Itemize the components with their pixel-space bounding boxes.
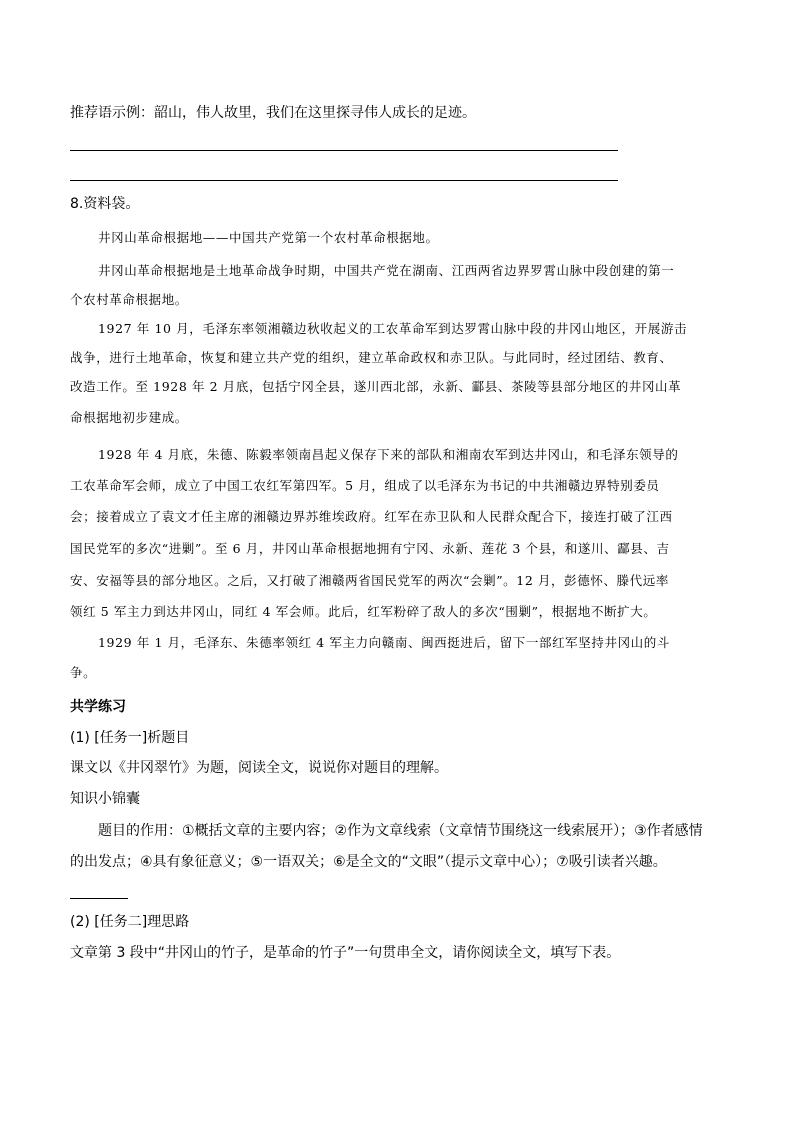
task1-title: (1) [任务一]析题目: [70, 730, 190, 746]
resource-paragraph-4-line-2: 争。: [70, 665, 97, 680]
resource-paragraph-2-line-3: 改造工作。至 1928 年 2 月底，包括宁冈全县，遂川西北部，永新、酃县、茶陵等县部分地区的井冈山革: [70, 379, 682, 394]
resource-paragraph-3-line-3: 会；接着成立了袁文才任主席的湘赣边界苏维埃政府。红军在赤卫队和人民群众配合下，接连打破了江西: [70, 509, 673, 524]
resource-paragraph-2-line-2: 战争，进行土地革命，恢复和建立共产党的组织，建立革命政权和赤卫队。与此同时，经过团结、教育、: [70, 350, 673, 365]
resource-paragraph-2-line-4: 命根据地初步建成。: [70, 410, 188, 425]
resource-paragraph-1-line-2: 个农村革命根据地。: [70, 292, 188, 307]
practice-heading: 共学练习: [70, 699, 126, 715]
knowledge-tip-line-2: 的出发点；④具有象征意义；⑤一语双关；⑥是全文的“文眼”（提示文章中心）；⑦吸引读者兴趣。: [70, 854, 667, 870]
task1-prompt: 课文以《井冈翠竹》为题，阅读全文，说说你对题目的理解。: [70, 760, 448, 776]
resource-heading: 8.资料袋。: [70, 196, 140, 212]
knowledge-tip-heading: 知识小锦囊: [70, 791, 140, 807]
answer-blank-line-2[interactable]: [70, 180, 618, 181]
resource-title: 井冈山革命根据地——中国共产党第一个农村革命根据地。: [98, 230, 439, 245]
answer-blank-line-1[interactable]: [70, 150, 618, 151]
resource-paragraph-3-line-5: 安、安福等县的部分地区。之后，又打破了湘赣两省国民党军的两次“会剿”。12 月，彭德怀、滕代远率: [70, 573, 669, 588]
resource-paragraph-2-line-1: 1927 年 10 月，毛泽东率领湘赣边秋收起义的工农革命军到达罗霄山脉中段的井冈山地区，开展游击: [98, 321, 688, 336]
task2-title: (2) [任务二]理思路: [70, 914, 190, 930]
resource-paragraph-3-line-1: 1928 年 4 月底，朱德、陈毅率领南昌起义保存下来的部队和湘南农军到达井冈山，和毛泽东领导的: [98, 447, 679, 462]
recommendation-example: 推荐语示例：韶山，伟人故里，我们在这里探寻伟人成长的足迹。: [70, 105, 476, 121]
resource-paragraph-3-line-2: 工农革命军会师，成立了中国工农红军第四军。5 月，组成了以毛泽东为书记的中共湘赣边界特别委员: [70, 478, 660, 493]
task2-prompt: 文章第 3 段中“井冈山的竹子，是革命的竹子”一句贯串全文，请你阅读全文，填写下表。: [70, 945, 621, 961]
resource-paragraph-3-line-6: 领红 5 军主力到达井冈山，同红 4 军会师。此后，红军粉碎了敌人的多次“围剿”，根据地不断扩大。: [70, 604, 657, 619]
tip-separator-rule: [70, 898, 128, 899]
resource-paragraph-4-line-1: 1929 年 1 月，毛泽东、朱德率领红 4 军主力向赣南、闽西挺进后，留下一部红军坚持井冈山的斗: [98, 635, 670, 650]
resource-paragraph-3-line-4: 国民党军的多次“进剿”。至 6 月，井冈山革命根据地拥有宁冈、永新、莲花 3 个县，和遂川、酃县、吉: [70, 541, 670, 556]
knowledge-tip-line-1: 题目的作用：①概括文章的主要内容；②作为文章线索（文章情节围绕这一线索展开）；③作者感情: [98, 823, 703, 839]
resource-paragraph-1-line-1: 井冈山革命根据地是土地革命战争时期，中国共产党在湖南、江西两省边界罗霄山脉中段创建的第一: [98, 263, 675, 278]
